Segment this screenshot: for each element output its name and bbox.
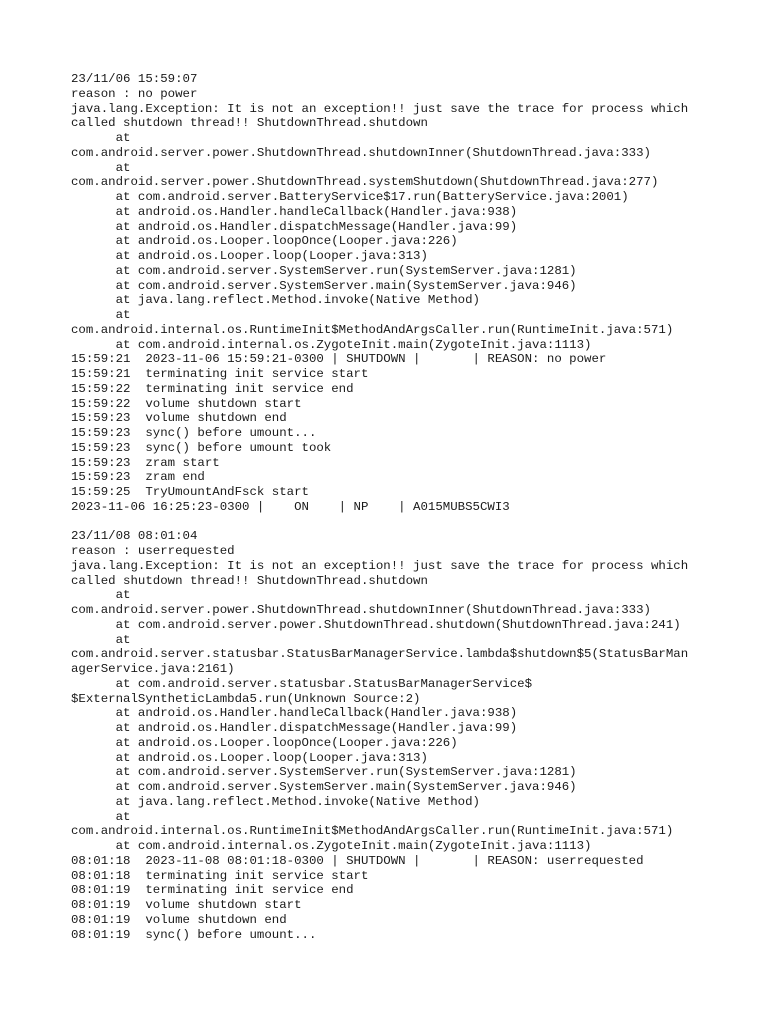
log-line: agerService.java:2161)	[71, 662, 235, 676]
log-line: at android.os.Looper.loop(Looper.java:313)	[71, 249, 428, 263]
log-line: at android.os.Handler.dispatchMessage(Handler.java:99)	[71, 219, 518, 234]
log-line: 15:59:22 terminating init service end	[71, 381, 354, 396]
log-line: at	[71, 160, 131, 175]
log-line: reason : userrequested	[71, 544, 235, 558]
log-line: com.android.internal.os.RuntimeInit$MethodAndArgsCaller.run(RuntimeInit.java:571)	[71, 824, 674, 839]
log-line: 2023-11-06 16:25:23-0300 | ON | NP | A015MUBS5CWI3	[71, 499, 510, 514]
log-line: java.lang.Exception: It is not an exception!! just save the trace for process which	[71, 558, 689, 573]
log-line: at	[71, 632, 131, 647]
log-line: 15:59:23 zram start	[71, 455, 220, 470]
log-line: at android.os.Looper.loopOnce(Looper.java:226)	[71, 735, 458, 750]
log-line: at	[71, 131, 131, 145]
log-line: 15:59:22 volume shutdown start	[71, 396, 302, 411]
log-line: at com.android.internal.os.ZygoteInit.main(ZygoteInit.java:1113)	[71, 839, 592, 853]
log-line: com.android.server.power.ShutdownThread.shutdownInner(ShutdownThread.java:333)	[71, 603, 651, 617]
log-line: called shutdown thread!! ShutdownThread.shutdown	[71, 116, 428, 131]
log-line: reason : no power	[71, 86, 198, 101]
log-line: 15:59:23 sync() before umount took	[71, 440, 332, 455]
log-line: 08:01:19 volume shutdown end	[71, 912, 287, 927]
log-line: 08:01:18 2023-11-08 08:01:18-0300 | SHUTDOWN | | REASON: userrequested	[71, 853, 644, 868]
log-line: 15:59:25 TryUmountAndFsck start	[71, 485, 309, 499]
log-line: at com.android.server.SystemServer.main(SystemServer.java:946)	[71, 278, 577, 293]
log-entry	[71, 72, 711, 515]
log-line: called shutdown thread!! ShutdownThread.shutdown	[71, 573, 428, 588]
log-line: com.android.internal.os.RuntimeInit$MethodAndArgsCaller.run(RuntimeInit.java:571)	[71, 322, 674, 337]
log-line: 15:59:23 sync() before umount...	[71, 426, 317, 440]
log-line: java.lang.Exception: It is not an exception!! just save the trace for process which	[71, 101, 689, 116]
log-line: at android.os.Handler.handleCallback(Handler.java:938)	[71, 706, 518, 721]
log-document	[71, 72, 711, 942]
log-line: at	[71, 809, 131, 824]
log-line: at	[71, 588, 131, 603]
log-line: 15:59:21 terminating init service start	[71, 367, 369, 381]
log-line: at java.lang.reflect.Method.invoke(Native Method)	[71, 794, 480, 809]
log-line: at com.android.internal.os.ZygoteInit.main(ZygoteInit.java:1113)	[71, 337, 592, 352]
log-line: 23/11/06 15:59:07	[71, 72, 198, 86]
log-entry	[71, 529, 711, 942]
log-line: at android.os.Looper.loop(Looper.java:313)	[71, 750, 428, 765]
log-line: com.android.server.power.ShutdownThread.systemShutdown(ShutdownThread.java:277)	[71, 175, 659, 190]
log-line: at com.android.server.power.ShutdownThread.shutdown(ShutdownThread.java:241)	[71, 617, 681, 632]
log-line: 15:59:23 volume shutdown end	[71, 411, 287, 426]
log-line: 15:59:23 zram end	[71, 470, 205, 485]
log-line: at com.android.server.SystemServer.run(SystemServer.java:1281)	[71, 263, 577, 278]
log-line: at com.android.server.SystemServer.run(SystemServer.java:1281)	[71, 765, 577, 780]
log-line: 08:01:19 sync() before umount...	[71, 927, 317, 942]
log-line: at android.os.Handler.dispatchMessage(Handler.java:99)	[71, 721, 518, 735]
log-line: 23/11/08 08:01:04	[71, 529, 198, 544]
log-line: 08:01:19 terminating init service end	[71, 883, 354, 898]
log-line: com.android.server.statusbar.StatusBarManagerService.lambda$shutdown$5(StatusBarMan	[71, 647, 689, 662]
log-line: at com.android.server.statusbar.StatusBarManagerService$	[71, 676, 533, 691]
log-line: 15:59:21 2023-11-06 15:59:21-0300 | SHUTDOWN | | REASON: no power	[71, 352, 607, 367]
log-line: at com.android.server.BatteryService$17.run(BatteryService.java:2001)	[71, 190, 629, 204]
log-line: 08:01:19 volume shutdown start	[71, 898, 302, 912]
log-line: at java.lang.reflect.Method.invoke(Native Method)	[71, 293, 480, 308]
log-line: com.android.server.power.ShutdownThread.shutdownInner(ShutdownThread.java:333)	[71, 145, 651, 160]
log-line: at	[71, 308, 131, 322]
log-line: 08:01:18 terminating init service start	[71, 868, 369, 883]
log-line: at com.android.server.SystemServer.main(SystemServer.java:946)	[71, 780, 577, 794]
log-line: at android.os.Looper.loopOnce(Looper.java:226)	[71, 234, 458, 249]
log-line: $ExternalSyntheticLambda5.run(Unknown Source:2)	[71, 691, 421, 706]
log-line: at android.os.Handler.handleCallback(Handler.java:938)	[71, 204, 518, 219]
